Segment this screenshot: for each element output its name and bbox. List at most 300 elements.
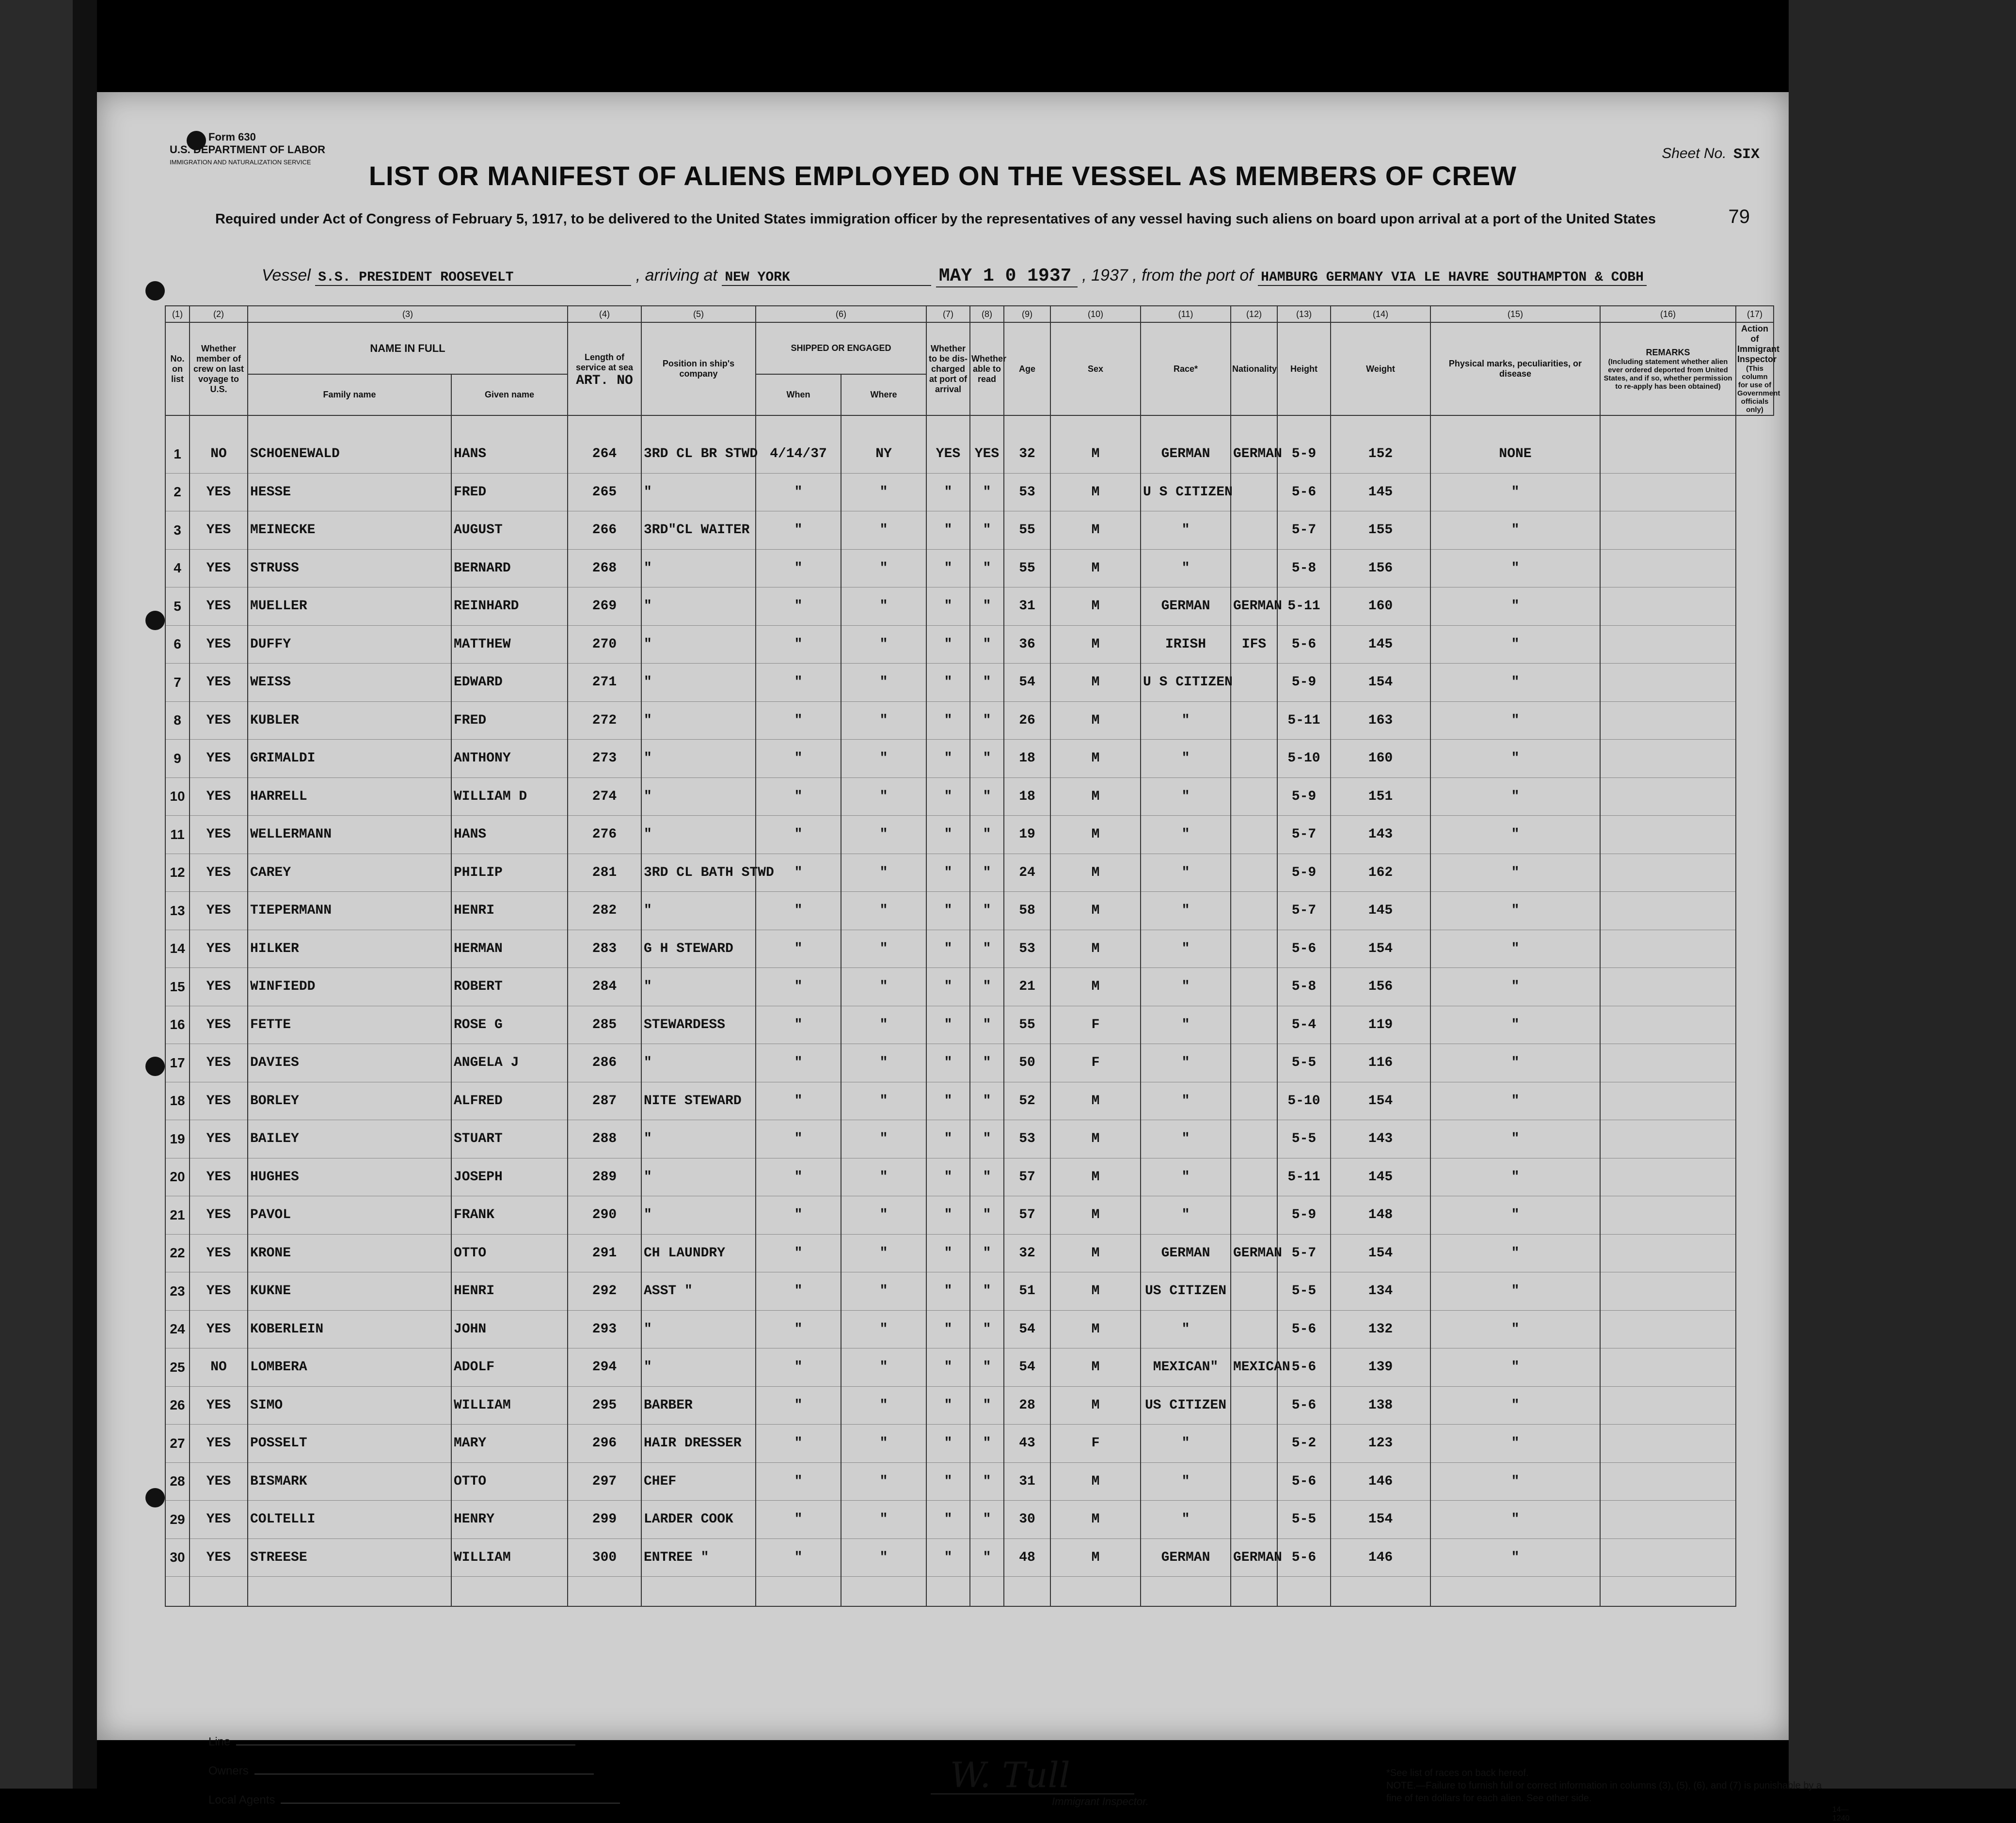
col-num: (17) bbox=[1736, 306, 1774, 322]
punch-hole bbox=[145, 1057, 165, 1076]
cell-last-voyage: YES bbox=[190, 1462, 248, 1501]
cell-row-number: 16 bbox=[165, 1006, 190, 1044]
cell-nationality: GERMAN bbox=[1231, 435, 1277, 473]
cell-nationality bbox=[1231, 511, 1277, 550]
cell-shipped-where: " bbox=[841, 587, 926, 626]
header-able-read: Whether able to read bbox=[970, 322, 1004, 415]
header-height: Height bbox=[1277, 322, 1331, 415]
header-where: Where bbox=[841, 374, 926, 415]
cell-nationality bbox=[1231, 777, 1277, 816]
cell-weight: 146 bbox=[1331, 1538, 1430, 1577]
agents-field bbox=[208, 1793, 620, 1807]
cell-remarks bbox=[1600, 549, 1736, 587]
cell-shipped-when: " bbox=[756, 625, 841, 664]
cell-family-name: HUGHES bbox=[248, 1158, 451, 1196]
header-physical-marks: Physical marks, peculiarities, or disease bbox=[1430, 322, 1600, 415]
cell-race: U S CITIZEN bbox=[1141, 664, 1231, 702]
table-row bbox=[165, 511, 1774, 550]
film-edge-left bbox=[0, 0, 73, 1789]
cell-nationality bbox=[1231, 1120, 1277, 1158]
cell-height: 5-10 bbox=[1277, 740, 1331, 778]
cell-sex: M bbox=[1050, 549, 1141, 587]
cell-remarks bbox=[1600, 1272, 1736, 1311]
cell-sex: M bbox=[1050, 664, 1141, 702]
cell-race: " bbox=[1141, 1082, 1231, 1120]
cell-position: " bbox=[641, 740, 756, 778]
cell-nationality bbox=[1231, 1386, 1277, 1425]
header-no-on-list: No. on list bbox=[165, 322, 190, 415]
cell-sex: M bbox=[1050, 1272, 1141, 1311]
agents-label: Local Agents bbox=[208, 1793, 275, 1807]
cell-age: 55 bbox=[1004, 1006, 1050, 1044]
cell-shipped-when: " bbox=[756, 473, 841, 511]
cell-discharged: " bbox=[926, 1272, 970, 1311]
cell-position: STEWARDESS bbox=[641, 1006, 756, 1044]
cell-shipped-where: " bbox=[841, 1158, 926, 1196]
cell-age: 18 bbox=[1004, 740, 1050, 778]
cell-age: 55 bbox=[1004, 511, 1050, 550]
cell-height: 5-6 bbox=[1277, 1348, 1331, 1387]
cell-sex: M bbox=[1050, 473, 1141, 511]
cell-physical-marks: " bbox=[1430, 664, 1600, 702]
cell-able-to-read: " bbox=[970, 892, 1004, 930]
cell-nationality bbox=[1231, 968, 1277, 1006]
cell-row-number: 1 bbox=[165, 435, 190, 473]
cell-length-of-service: 273 bbox=[568, 740, 641, 778]
cell-position: BARBER bbox=[641, 1386, 756, 1425]
cell-last-voyage: YES bbox=[190, 854, 248, 892]
cell-able-to-read: " bbox=[970, 1501, 1004, 1539]
cell-age: 54 bbox=[1004, 1348, 1050, 1387]
cell-discharged: " bbox=[926, 816, 970, 854]
cell-shipped-when: " bbox=[756, 1234, 841, 1272]
cell-able-to-read: " bbox=[970, 777, 1004, 816]
header-when: When bbox=[756, 374, 841, 415]
cell-remarks bbox=[1600, 777, 1736, 816]
cell-family-name: STREESE bbox=[248, 1538, 451, 1577]
cell-race: U S CITIZEN bbox=[1141, 473, 1231, 511]
cell-age: 36 bbox=[1004, 625, 1050, 664]
cell-age: 54 bbox=[1004, 664, 1050, 702]
film-edge-shadow bbox=[73, 0, 97, 1789]
cell-able-to-read: " bbox=[970, 1538, 1004, 1577]
cell-sex: M bbox=[1050, 1538, 1141, 1577]
print-code: 14—1240 bbox=[1832, 1806, 1850, 1823]
cell-weight: 143 bbox=[1331, 816, 1430, 854]
cell-discharged: YES bbox=[926, 435, 970, 473]
races-note: *See list of races on back hereof. bbox=[1386, 1768, 1529, 1778]
cell-weight: 156 bbox=[1331, 549, 1430, 587]
cell-position: 3RD CL BATH STWD bbox=[641, 854, 756, 892]
cell-able-to-read: " bbox=[970, 1044, 1004, 1082]
cell-remarks bbox=[1600, 930, 1736, 968]
cell-last-voyage: YES bbox=[190, 777, 248, 816]
cell-shipped-when: " bbox=[756, 854, 841, 892]
cell-position: " bbox=[641, 701, 756, 740]
cell-length-of-service: 300 bbox=[568, 1538, 641, 1577]
punch-hole bbox=[145, 1488, 165, 1507]
cell-height: 5-11 bbox=[1277, 587, 1331, 626]
header-race: Race* bbox=[1141, 322, 1231, 415]
cell-family-name: WELLERMANN bbox=[248, 816, 451, 854]
cell-able-to-read: " bbox=[970, 625, 1004, 664]
table-row bbox=[165, 435, 1774, 473]
cell-weight: 145 bbox=[1331, 1158, 1430, 1196]
col-num: (2) bbox=[190, 306, 248, 322]
year-label: , 1937 bbox=[1082, 266, 1128, 285]
cell-discharged: " bbox=[926, 1538, 970, 1577]
cell-nationality bbox=[1231, 1044, 1277, 1082]
cell-length-of-service: 269 bbox=[568, 587, 641, 626]
cell-discharged: " bbox=[926, 664, 970, 702]
cell-weight: 148 bbox=[1331, 1196, 1430, 1235]
cell-remarks bbox=[1600, 1348, 1736, 1387]
cell-shipped-where: " bbox=[841, 1120, 926, 1158]
cell-given-name: AUGUST bbox=[451, 511, 568, 550]
table-row bbox=[165, 1462, 1774, 1501]
cell-given-name: HENRI bbox=[451, 892, 568, 930]
cell-age: 21 bbox=[1004, 968, 1050, 1006]
cell-remarks bbox=[1600, 701, 1736, 740]
cell-discharged: " bbox=[926, 1501, 970, 1539]
sheet-number-label: Sheet No. bbox=[1662, 145, 1727, 161]
cell-last-voyage: YES bbox=[190, 1158, 248, 1196]
cell-position: LARDER COOK bbox=[641, 1501, 756, 1539]
cell-physical-marks: " bbox=[1430, 587, 1600, 626]
cell-given-name: HENRY bbox=[451, 1501, 568, 1539]
cell-remarks bbox=[1600, 1386, 1736, 1425]
header-name-in-full: NAME IN FULL bbox=[248, 322, 568, 374]
cell-nationality bbox=[1231, 1501, 1277, 1539]
cell-family-name: KRONE bbox=[248, 1234, 451, 1272]
cell-able-to-read: " bbox=[970, 587, 1004, 626]
owners-field bbox=[208, 1764, 620, 1778]
cell-given-name: STUART bbox=[451, 1120, 568, 1158]
cell-able-to-read: " bbox=[970, 1196, 1004, 1235]
cell-physical-marks: " bbox=[1430, 511, 1600, 550]
cell-length-of-service: 297 bbox=[568, 1462, 641, 1501]
cell-weight: 146 bbox=[1331, 1462, 1430, 1501]
cell-nationality bbox=[1231, 1462, 1277, 1501]
table-row bbox=[165, 701, 1774, 740]
cell-last-voyage: YES bbox=[190, 1425, 248, 1463]
cell-discharged: " bbox=[926, 930, 970, 968]
cell-last-voyage: NO bbox=[190, 435, 248, 473]
cell-age: 53 bbox=[1004, 1120, 1050, 1158]
cell-race: " bbox=[1141, 740, 1231, 778]
cell-nationality: IFS bbox=[1231, 625, 1277, 664]
cell-race: GERMAN bbox=[1141, 1538, 1231, 1577]
cell-length-of-service: 290 bbox=[568, 1196, 641, 1235]
cell-height: 5-9 bbox=[1277, 1196, 1331, 1235]
cell-physical-marks: " bbox=[1430, 1120, 1600, 1158]
table-row bbox=[165, 892, 1774, 930]
cell-given-name: OTTO bbox=[451, 1234, 568, 1272]
cell-weight: 152 bbox=[1331, 435, 1430, 473]
cell-shipped-when: " bbox=[756, 1272, 841, 1311]
cell-physical-marks: " bbox=[1430, 625, 1600, 664]
cell-weight: 123 bbox=[1331, 1425, 1430, 1463]
header-age: Age bbox=[1004, 322, 1050, 415]
cell-family-name: STRUSS bbox=[248, 549, 451, 587]
cell-shipped-when: " bbox=[756, 1120, 841, 1158]
cell-row-number: 2 bbox=[165, 473, 190, 511]
column-number-row bbox=[165, 306, 1774, 322]
cell-physical-marks: " bbox=[1430, 1272, 1600, 1311]
cell-shipped-where: " bbox=[841, 1501, 926, 1539]
cell-last-voyage: YES bbox=[190, 1120, 248, 1158]
cell-sex: M bbox=[1050, 1120, 1141, 1158]
cell-sex: M bbox=[1050, 511, 1141, 550]
col-num: (7) bbox=[926, 306, 970, 322]
cell-age: 31 bbox=[1004, 1462, 1050, 1501]
col-num: (12) bbox=[1231, 306, 1277, 322]
cell-age: 54 bbox=[1004, 1310, 1050, 1348]
cell-able-to-read: " bbox=[970, 511, 1004, 550]
cell-discharged: " bbox=[926, 1348, 970, 1387]
cell-discharged: " bbox=[926, 1386, 970, 1425]
cell-shipped-where: NY bbox=[841, 435, 926, 473]
cell-remarks bbox=[1600, 1082, 1736, 1120]
cell-physical-marks: " bbox=[1430, 1006, 1600, 1044]
cell-length-of-service: 274 bbox=[568, 777, 641, 816]
cell-remarks bbox=[1600, 1462, 1736, 1501]
cell-row-number: 5 bbox=[165, 587, 190, 626]
cell-given-name: REINHARD bbox=[451, 587, 568, 626]
cell-length-of-service: 292 bbox=[568, 1272, 641, 1311]
cell-position: " bbox=[641, 1348, 756, 1387]
cell-position: " bbox=[641, 1044, 756, 1082]
cell-discharged: " bbox=[926, 968, 970, 1006]
cell-last-voyage: YES bbox=[190, 625, 248, 664]
cell-family-name: LOMBERA bbox=[248, 1348, 451, 1387]
table-row bbox=[165, 1501, 1774, 1539]
cell-physical-marks: " bbox=[1430, 701, 1600, 740]
cell-shipped-where: " bbox=[841, 1425, 926, 1463]
cell-weight: 138 bbox=[1331, 1386, 1430, 1425]
cell-able-to-read: " bbox=[970, 1006, 1004, 1044]
cell-able-to-read: " bbox=[970, 664, 1004, 702]
table-row bbox=[165, 1272, 1774, 1311]
cell-race: " bbox=[1141, 854, 1231, 892]
cell-race: " bbox=[1141, 1196, 1231, 1235]
cell-able-to-read: " bbox=[970, 1272, 1004, 1311]
cell-length-of-service: 299 bbox=[568, 1501, 641, 1539]
cell-discharged: " bbox=[926, 701, 970, 740]
cell-family-name: BORLEY bbox=[248, 1082, 451, 1120]
cell-shipped-when: " bbox=[756, 1462, 841, 1501]
cell-row-number: 24 bbox=[165, 1310, 190, 1348]
cell-given-name: ROBERT bbox=[451, 968, 568, 1006]
cell-given-name: PHILIP bbox=[451, 854, 568, 892]
cell-discharged: " bbox=[926, 587, 970, 626]
cell-sex: M bbox=[1050, 930, 1141, 968]
cell-family-name: DUFFY bbox=[248, 625, 451, 664]
cell-row-number: 14 bbox=[165, 930, 190, 968]
cell-able-to-read: " bbox=[970, 549, 1004, 587]
cell-given-name: MARY bbox=[451, 1425, 568, 1463]
cell-able-to-read: " bbox=[970, 1425, 1004, 1463]
cell-race: " bbox=[1141, 968, 1231, 1006]
cell-shipped-when: " bbox=[756, 1196, 841, 1235]
cell-race: MEXICAN" bbox=[1141, 1348, 1231, 1387]
cell-row-number: 8 bbox=[165, 701, 190, 740]
cell-row-number: 11 bbox=[165, 816, 190, 854]
cell-length-of-service: 265 bbox=[568, 473, 641, 511]
header-discharged: Whether to be dis-charged at port of arrival bbox=[926, 322, 970, 415]
cell-family-name: KUBLER bbox=[248, 701, 451, 740]
footnotes bbox=[1386, 1767, 1823, 1805]
cell-length-of-service: 287 bbox=[568, 1082, 641, 1120]
cell-remarks bbox=[1600, 587, 1736, 626]
table-row bbox=[165, 1120, 1774, 1158]
col-num: (15) bbox=[1430, 306, 1600, 322]
cell-family-name: HESSE bbox=[248, 473, 451, 511]
cell-shipped-where: " bbox=[841, 968, 926, 1006]
cell-sex: M bbox=[1050, 625, 1141, 664]
cell-length-of-service: 289 bbox=[568, 1158, 641, 1196]
cell-shipped-where: " bbox=[841, 1234, 926, 1272]
cell-nationality: GERMAN bbox=[1231, 1234, 1277, 1272]
cell-family-name: HILKER bbox=[248, 930, 451, 968]
cell-able-to-read: " bbox=[970, 1310, 1004, 1348]
cell-sex: F bbox=[1050, 1425, 1141, 1463]
cell-able-to-read: " bbox=[970, 1462, 1004, 1501]
cell-shipped-when: " bbox=[756, 740, 841, 778]
cell-weight: 132 bbox=[1331, 1310, 1430, 1348]
punch-hole bbox=[145, 281, 165, 301]
cell-given-name: ANGELA J bbox=[451, 1044, 568, 1082]
col-num: (14) bbox=[1331, 306, 1430, 322]
cell-length-of-service: 285 bbox=[568, 1006, 641, 1044]
cell-last-voyage: YES bbox=[190, 1044, 248, 1082]
cell-remarks bbox=[1600, 816, 1736, 854]
cell-height: 5-7 bbox=[1277, 816, 1331, 854]
cell-sex: M bbox=[1050, 587, 1141, 626]
cell-weight: 155 bbox=[1331, 511, 1430, 550]
column-header-row bbox=[165, 322, 1774, 374]
cell-race: " bbox=[1141, 511, 1231, 550]
cell-remarks bbox=[1600, 1158, 1736, 1196]
cell-remarks bbox=[1600, 664, 1736, 702]
cell-given-name: BERNARD bbox=[451, 549, 568, 587]
cell-weight: 119 bbox=[1331, 1006, 1430, 1044]
cell-last-voyage: YES bbox=[190, 930, 248, 968]
cell-row-number: 15 bbox=[165, 968, 190, 1006]
cell-age: 28 bbox=[1004, 1386, 1050, 1425]
cell-discharged: " bbox=[926, 777, 970, 816]
cell-family-name: MEINECKE bbox=[248, 511, 451, 550]
cell-discharged: " bbox=[926, 473, 970, 511]
cell-remarks bbox=[1600, 1120, 1736, 1158]
cell-position: ENTREE " bbox=[641, 1538, 756, 1577]
cell-discharged: " bbox=[926, 1234, 970, 1272]
col-num: (16) bbox=[1600, 306, 1736, 322]
header-action-label: Action of Immigrant Inspector bbox=[1737, 324, 1780, 364]
cell-weight: 162 bbox=[1331, 854, 1430, 892]
cell-age: 58 bbox=[1004, 892, 1050, 930]
cell-weight: 139 bbox=[1331, 1348, 1430, 1387]
cell-remarks bbox=[1600, 740, 1736, 778]
cell-race: " bbox=[1141, 1425, 1231, 1463]
cell-length-of-service: 284 bbox=[568, 968, 641, 1006]
cell-family-name: FETTE bbox=[248, 1006, 451, 1044]
cell-nationality bbox=[1231, 892, 1277, 930]
cell-age: 57 bbox=[1004, 1196, 1050, 1235]
header-remarks-label: REMARKS bbox=[1646, 347, 1690, 357]
cell-discharged: " bbox=[926, 740, 970, 778]
col-num: (8) bbox=[970, 306, 1004, 322]
cell-age: 24 bbox=[1004, 854, 1050, 892]
cell-remarks bbox=[1600, 968, 1736, 1006]
page-title: LIST OR MANIFEST OF ALIENS EMPLOYED ON THE VESSEL AS MEMBERS OF CREW bbox=[368, 160, 1517, 191]
cell-shipped-when: " bbox=[756, 892, 841, 930]
cell-height: 5-10 bbox=[1277, 1082, 1331, 1120]
cell-able-to-read: " bbox=[970, 701, 1004, 740]
cell-age: 26 bbox=[1004, 701, 1050, 740]
cell-weight: 116 bbox=[1331, 1044, 1430, 1082]
cell-height: 5-9 bbox=[1277, 777, 1331, 816]
cell-family-name: PAVOL bbox=[248, 1196, 451, 1235]
cell-shipped-where: " bbox=[841, 625, 926, 664]
cell-nationality: GERMAN bbox=[1231, 587, 1277, 626]
cell-physical-marks: " bbox=[1430, 473, 1600, 511]
cell-position: " bbox=[641, 1120, 756, 1158]
cell-race: US CITIZEN bbox=[1141, 1386, 1231, 1425]
cell-last-voyage: YES bbox=[190, 1501, 248, 1539]
cell-able-to-read: " bbox=[970, 1082, 1004, 1120]
manifest-sheet bbox=[97, 92, 1850, 1823]
cell-last-voyage: YES bbox=[190, 1006, 248, 1044]
cell-discharged: " bbox=[926, 1082, 970, 1120]
cell-able-to-read: " bbox=[970, 1120, 1004, 1158]
cell-length-of-service: 291 bbox=[568, 1234, 641, 1272]
cell-weight: 156 bbox=[1331, 968, 1430, 1006]
cell-row-number: 19 bbox=[165, 1120, 190, 1158]
cell-physical-marks: " bbox=[1430, 968, 1600, 1006]
cell-last-voyage: YES bbox=[190, 587, 248, 626]
cell-height: 5-6 bbox=[1277, 1386, 1331, 1425]
cell-shipped-where: " bbox=[841, 1386, 926, 1425]
cell-given-name: WILLIAM bbox=[451, 1386, 568, 1425]
cell-given-name: HENRI bbox=[451, 1272, 568, 1311]
cell-height: 5-9 bbox=[1277, 435, 1331, 473]
cell-height: 5-7 bbox=[1277, 1234, 1331, 1272]
cell-shipped-where: " bbox=[841, 1348, 926, 1387]
cell-last-voyage: YES bbox=[190, 1196, 248, 1235]
cell-height: 5-7 bbox=[1277, 892, 1331, 930]
col-num: (4) bbox=[568, 306, 641, 322]
cell-last-voyage: YES bbox=[190, 549, 248, 587]
cell-race: " bbox=[1141, 816, 1231, 854]
cell-able-to-read: " bbox=[970, 968, 1004, 1006]
cell-sex: M bbox=[1050, 435, 1141, 473]
cell-race: " bbox=[1141, 777, 1231, 816]
cell-sex: M bbox=[1050, 1501, 1141, 1539]
col-num: (3) bbox=[248, 306, 568, 322]
cell-position: " bbox=[641, 1310, 756, 1348]
cell-physical-marks: " bbox=[1430, 1462, 1600, 1501]
cell-discharged: " bbox=[926, 1006, 970, 1044]
cell-race: " bbox=[1141, 1158, 1231, 1196]
cell-length-of-service: 270 bbox=[568, 625, 641, 664]
cell-family-name: BISMARK bbox=[248, 1462, 451, 1501]
cell-able-to-read: " bbox=[970, 1348, 1004, 1387]
cell-height: 5-8 bbox=[1277, 968, 1331, 1006]
cell-shipped-where: " bbox=[841, 777, 926, 816]
cell-shipped-when: " bbox=[756, 777, 841, 816]
cell-discharged: " bbox=[926, 1196, 970, 1235]
